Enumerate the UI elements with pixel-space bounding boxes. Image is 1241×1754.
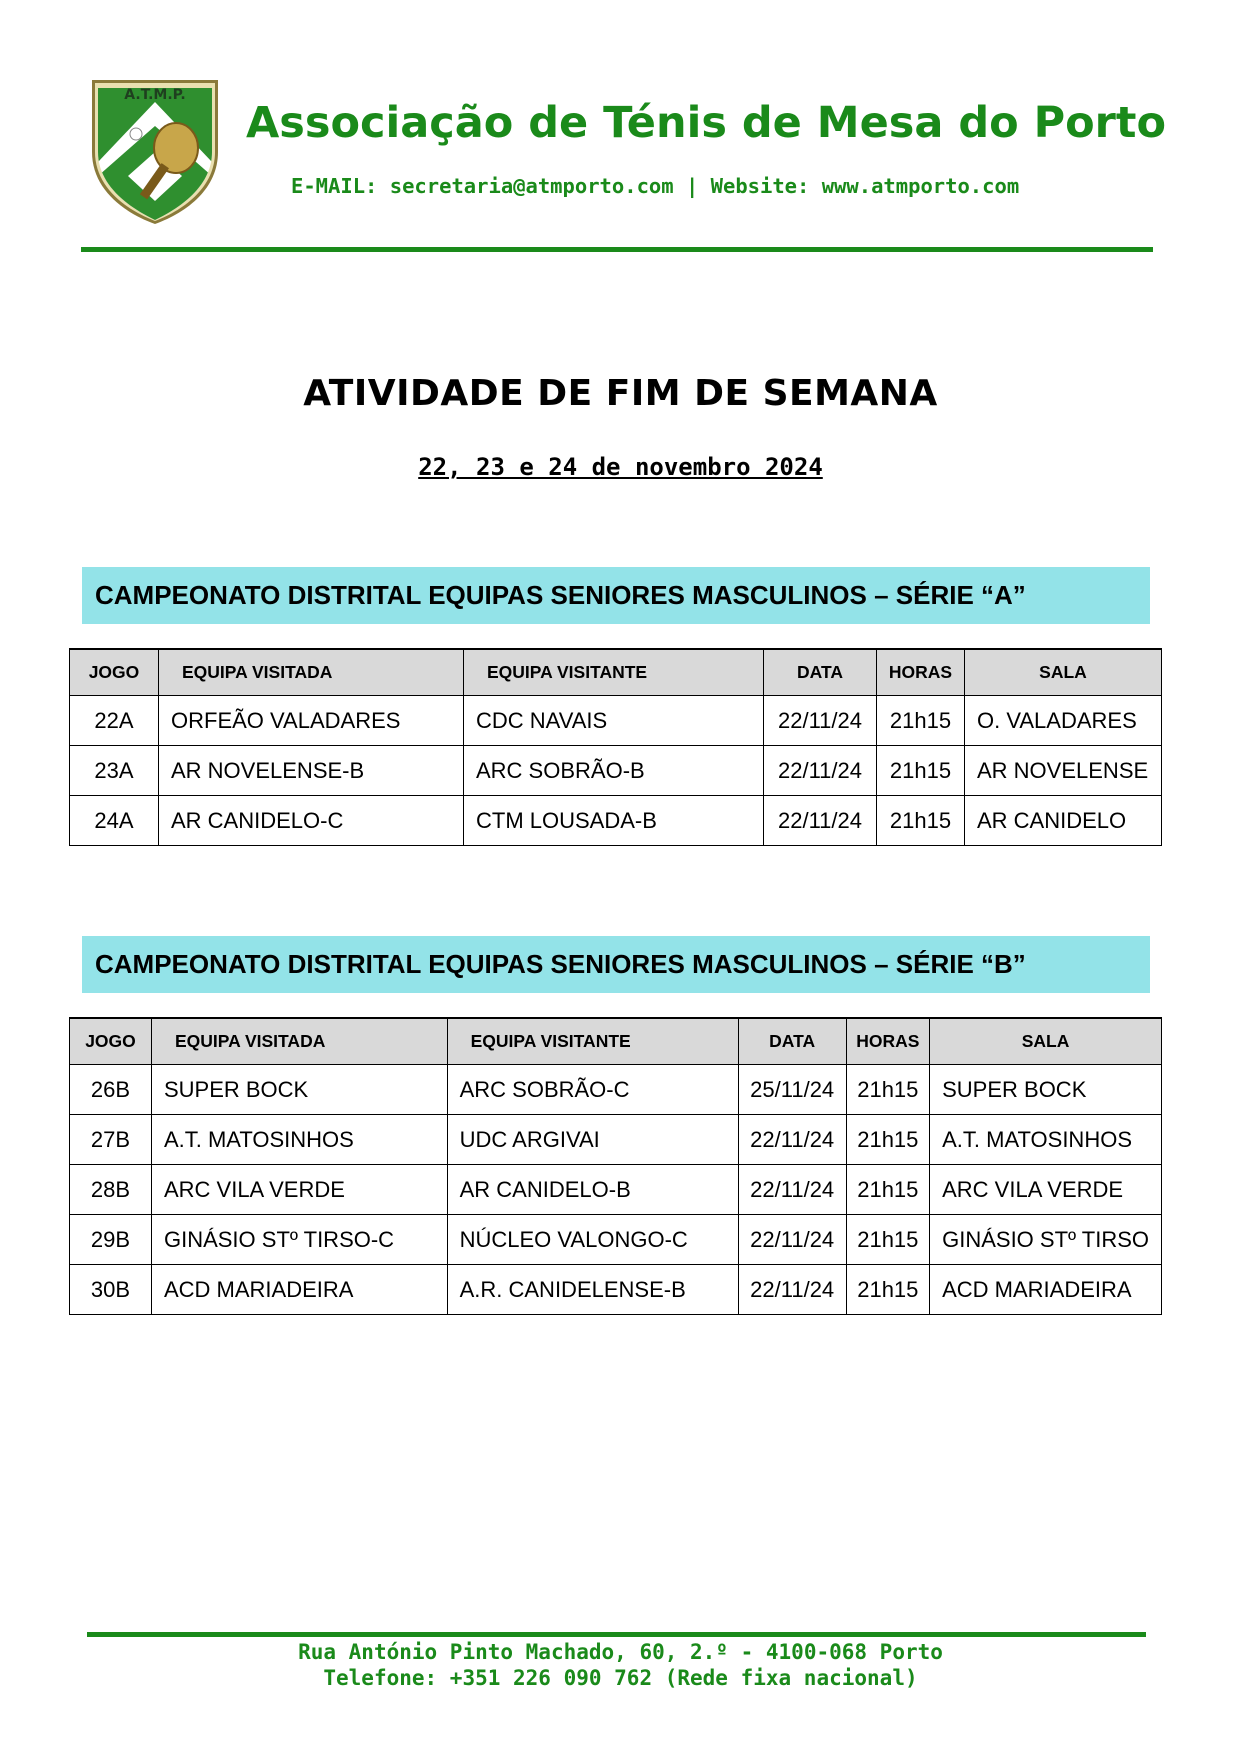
cell-horas: 21h15 <box>877 796 965 846</box>
column-header-horas: HORAS <box>846 1018 930 1065</box>
section-heading-serie-b: CAMPEONATO DISTRITAL EQUIPAS SENIORES MASCULINOS – SÉRIE “B” <box>82 936 1150 993</box>
cell-equipa-visitante: CTM LOUSADA-B <box>464 796 764 846</box>
cell-equipa-visitada: ACD MARIADEIRA <box>151 1265 447 1315</box>
cell-equipa-visitada: ARC VILA VERDE <box>151 1165 447 1215</box>
cell-horas: 21h15 <box>846 1065 930 1115</box>
cell-equipa-visitada: GINÁSIO STº TIRSO-C <box>151 1215 447 1265</box>
cell-horas: 21h15 <box>877 746 965 796</box>
cell-equipa-visitante: AR CANIDELO-B <box>447 1165 738 1215</box>
organization-name: Associação de Ténis de Mesa do Porto <box>246 98 1166 148</box>
cell-jogo: 26B <box>70 1065 152 1115</box>
games-table-serie-b <box>69 1017 1162 1315</box>
table-row <box>70 696 1162 746</box>
column-header-sala: SALA <box>930 1018 1162 1065</box>
cell-jogo: 29B <box>70 1215 152 1265</box>
cell-data: 22/11/24 <box>738 1165 846 1215</box>
cell-sala: AR CANIDELO <box>965 796 1162 846</box>
cell-equipa-visitada: ORFEÃO VALADARES <box>159 696 464 746</box>
cell-horas: 21h15 <box>877 696 965 746</box>
atmp-logo <box>88 66 222 224</box>
column-header-horas: HORAS <box>877 649 965 696</box>
cell-equipa-visitante: CDC NAVAIS <box>464 696 764 746</box>
date-range: 22, 23 e 24 de novembro 2024 <box>418 453 823 481</box>
cell-equipa-visitante: A.R. CANIDELENSE-B <box>447 1265 738 1315</box>
cell-horas: 21h15 <box>846 1265 930 1315</box>
cell-horas: 21h15 <box>846 1165 930 1215</box>
table-row <box>70 1115 1162 1165</box>
table-row <box>70 1265 1162 1315</box>
cell-equipa-visitada: SUPER BOCK <box>151 1065 447 1115</box>
column-header-equipa-visitante: EQUIPA VISITANTE <box>464 649 764 696</box>
footer-phone: Telefone: +351 226 090 762 (Rede fixa nacional) <box>323 1666 918 1690</box>
cell-sala: GINÁSIO STº TIRSO <box>930 1215 1162 1265</box>
cell-sala: ACD MARIADEIRA <box>930 1265 1162 1315</box>
cell-data: 22/11/24 <box>764 696 877 746</box>
cell-equipa-visitada: A.T. MATOSINHOS <box>151 1115 447 1165</box>
cell-data: 22/11/24 <box>764 746 877 796</box>
cell-jogo: 28B <box>70 1165 152 1215</box>
page-title: ATIVIDADE DE FIM DE SEMANA <box>303 373 938 414</box>
table-row <box>70 1065 1162 1115</box>
cell-equipa-visitante: NÚCLEO VALONGO-C <box>447 1215 738 1265</box>
games-table-serie-a <box>69 648 1162 846</box>
column-header-equipa-visitada: EQUIPA VISITADA <box>159 649 464 696</box>
cell-equipa-visitada: AR CANIDELO-C <box>159 796 464 846</box>
table-row <box>70 1215 1162 1265</box>
table-header-row <box>70 1018 1162 1065</box>
cell-equipa-visitante: UDC ARGIVAI <box>447 1115 738 1165</box>
column-header-data: DATA <box>764 649 877 696</box>
cell-sala: A.T. MATOSINHOS <box>930 1115 1162 1165</box>
cell-data: 22/11/24 <box>764 796 877 846</box>
table-row <box>70 746 1162 796</box>
cell-sala: SUPER BOCK <box>930 1065 1162 1115</box>
cell-data: 22/11/24 <box>738 1215 846 1265</box>
cell-data: 22/11/24 <box>738 1115 846 1165</box>
cell-jogo: 23A <box>70 746 159 796</box>
footer-address: Rua António Pinto Machado, 60, 2.º - 4100-068 Porto <box>298 1640 943 1664</box>
footer-divider <box>87 1632 1146 1637</box>
cell-sala: ARC VILA VERDE <box>930 1165 1162 1215</box>
cell-data: 22/11/24 <box>738 1265 846 1315</box>
cell-equipa-visitante: ARC SOBRÃO-C <box>447 1065 738 1115</box>
table-row <box>70 1165 1162 1215</box>
cell-jogo: 22A <box>70 696 159 746</box>
column-header-equipa-visitante: EQUIPA VISITANTE <box>447 1018 738 1065</box>
section-heading-serie-a: CAMPEONATO DISTRITAL EQUIPAS SENIORES MASCULINOS – SÉRIE “A” <box>82 567 1150 624</box>
header-divider <box>81 247 1153 252</box>
cell-data: 25/11/24 <box>738 1065 846 1115</box>
cell-sala: O. VALADARES <box>965 696 1162 746</box>
column-header-jogo: JOGO <box>70 1018 152 1065</box>
cell-jogo: 30B <box>70 1265 152 1315</box>
column-header-sala: SALA <box>965 649 1162 696</box>
cell-sala: AR NOVELENSE <box>965 746 1162 796</box>
column-header-data: DATA <box>738 1018 846 1065</box>
cell-jogo: 27B <box>70 1115 152 1165</box>
table-header-row <box>70 649 1162 696</box>
cell-equipa-visitada: AR NOVELENSE-B <box>159 746 464 796</box>
cell-equipa-visitante: ARC SOBRÃO-B <box>464 746 764 796</box>
cell-horas: 21h15 <box>846 1215 930 1265</box>
column-header-equipa-visitada: EQUIPA VISITADA <box>151 1018 447 1065</box>
cell-horas: 21h15 <box>846 1115 930 1165</box>
table-row <box>70 796 1162 846</box>
logo-text: A.T.M.P. <box>124 87 186 103</box>
column-header-jogo: JOGO <box>70 649 159 696</box>
contact-line: E-MAIL: secretaria@atmporto.com | Website: www.atmporto.com <box>291 174 1020 198</box>
cell-jogo: 24A <box>70 796 159 846</box>
